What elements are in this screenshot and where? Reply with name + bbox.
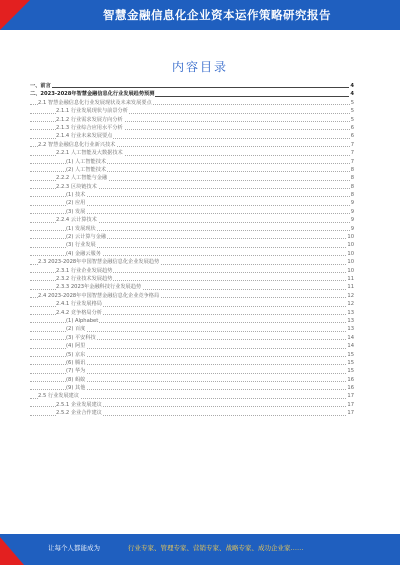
toc-entry-page: 13 — [347, 326, 354, 333]
toc-entry-page: 14 — [347, 343, 354, 350]
toc-entry[interactable] — [30, 275, 354, 283]
toc-entry-text: 2.1.1 行业发展现状与前景分析 — [56, 108, 128, 115]
toc-entry[interactable] — [30, 225, 354, 233]
toc-entry-page: 15 — [347, 351, 354, 358]
toc-entry-page: 10 — [347, 234, 354, 241]
toc-entry-text: 2.4 2023-2028年中国智慧金融信息化企业竞争格局 — [38, 292, 160, 299]
toc-entry-text: 2.5.1 企业发展建议 — [56, 401, 102, 408]
header-red-triangle — [0, 0, 30, 30]
toc-entry[interactable] — [30, 283, 354, 291]
toc-entry[interactable] — [30, 233, 354, 241]
toc-entry[interactable] — [30, 124, 354, 132]
toc-entry[interactable] — [30, 267, 354, 275]
toc-entry-page: 10 — [347, 259, 354, 266]
report-header — [0, 0, 400, 30]
toc-entry-page: 7 — [350, 158, 354, 165]
toc-entry-text: (1) 技术 — [66, 192, 86, 199]
toc-entry-text: (1) 发展现状 — [66, 225, 96, 232]
toc-entry[interactable] — [30, 199, 354, 207]
toc-entry-page: 9 — [350, 200, 354, 207]
footer-slogan-left: 让每个人都能成为 — [48, 544, 100, 552]
toc-entry-text: 2.2.4 云计算技术 — [56, 217, 97, 224]
toc-entry-text: (6) 腾讯 — [66, 359, 86, 366]
toc-entry-text: 2.2.2 人工智能与金融 — [56, 175, 108, 182]
toc-entry-text: 2.3.2 行业技术发展趋势 — [56, 275, 113, 282]
table-of-contents — [30, 82, 354, 418]
toc-entry-text: 2.3.3 2023年金融科技行业发展趋势 — [56, 284, 142, 291]
toc-entry[interactable] — [30, 334, 354, 342]
toc-entry-page: 16 — [347, 376, 354, 383]
toc-entry-text: (5) 京东 — [66, 351, 86, 358]
toc-entry-text: (2) 人工智能技术 — [66, 166, 107, 173]
toc-entry-text: 2.2.3 区块链技术 — [56, 183, 97, 190]
toc-entry-page: 12 — [347, 301, 354, 308]
toc-entry[interactable] — [30, 82, 354, 90]
toc-entry-page: 10 — [347, 267, 354, 274]
toc-leader-dots — [30, 87, 350, 88]
toc-entry[interactable] — [30, 258, 354, 266]
toc-entry-page: 9 — [350, 208, 354, 215]
toc-entry[interactable] — [30, 90, 354, 98]
toc-entry-text: (9) 其他 — [66, 385, 86, 392]
toc-entry-page: 17 — [347, 393, 354, 400]
toc-entry-page: 8 — [350, 183, 354, 190]
toc-entry-page: 4 — [350, 83, 354, 89]
toc-entry-page: 5 — [350, 108, 354, 115]
toc-entry[interactable] — [30, 292, 354, 300]
toc-entry-text: 2.5 行业发展建议 — [38, 393, 80, 400]
toc-entry[interactable] — [30, 216, 354, 224]
toc-entry-text: 2.5.2 企业合作建议 — [56, 410, 102, 417]
toc-entry-page: 9 — [350, 225, 354, 232]
toc-entry-text: (2) 百度 — [66, 326, 86, 333]
toc-entry-text: 2.1.3 行业综合应用水平分析 — [56, 124, 123, 131]
toc-entry-text: (8) 蚂蚁 — [66, 376, 86, 383]
toc-entry-page: 7 — [350, 141, 354, 148]
toc-entry-page: 5 — [350, 99, 354, 106]
toc-entry[interactable] — [30, 132, 354, 140]
toc-entry-page: 15 — [347, 359, 354, 366]
toc-entry-page: 11 — [347, 284, 354, 291]
toc-entry[interactable] — [30, 250, 354, 258]
toc-entry-text: 2.4.2 竞争格局分析 — [56, 309, 102, 316]
toc-entry-page: 11 — [347, 275, 354, 282]
toc-entry-page: 10 — [347, 242, 354, 249]
toc-entry[interactable] — [30, 342, 354, 350]
toc-entry-text: (2) 云计算与金融 — [66, 234, 107, 241]
toc-entry-text: 2.2.1 人工智能及大数据技术 — [56, 150, 123, 157]
toc-entry-text: 2.1.2 行业需求发展方向分析 — [56, 116, 123, 123]
toc-entry[interactable] — [30, 351, 354, 359]
toc-entry[interactable] — [30, 401, 354, 409]
toc-entry-text: (7) 华为 — [66, 368, 86, 375]
toc-entry-page: 5 — [350, 116, 354, 123]
toc-entry-page: 17 — [347, 410, 354, 417]
toc-entry[interactable] — [30, 149, 354, 157]
report-footer — [0, 534, 400, 565]
toc-entry[interactable] — [30, 141, 354, 149]
toc-entry[interactable] — [30, 107, 354, 115]
toc-entry[interactable] — [30, 359, 354, 367]
toc-entry[interactable] — [30, 174, 354, 182]
toc-entry-text: 2.1.4 行业未来发展要点 — [56, 133, 113, 140]
toc-entry-text: (2) 应用 — [66, 200, 86, 207]
toc-entry-page: 10 — [347, 250, 354, 257]
toc-entry[interactable] — [30, 183, 354, 191]
toc-entry-page: 4 — [350, 91, 354, 98]
toc-entry[interactable] — [30, 376, 354, 384]
toc-entry-text: (1) 人工智能技术 — [66, 158, 107, 165]
toc-entry[interactable] — [30, 317, 354, 325]
toc-entry[interactable] — [30, 158, 354, 166]
toc-entry[interactable] — [30, 309, 354, 317]
footer-slogan-right: 行业专家、管理专家、营销专家、战略专家、成功企业家…… — [128, 544, 304, 552]
toc-entry-text: 2.3.1 行业企业发展趋势 — [56, 267, 113, 274]
report-title: 智慧金融信息化企业资本运作策略研究报告 — [103, 8, 331, 22]
toc-entry-text: (3) 行业发展 — [66, 242, 96, 249]
toc-entry-text: 一、前言 — [30, 83, 51, 89]
toc-entry-page: 8 — [350, 175, 354, 182]
toc-entry-text: 二、2023-2028年智慧金融信息化行业发展趋势预测 — [30, 91, 155, 98]
toc-entry-text: 2.4.1 行业发展格局 — [56, 301, 102, 308]
toc-entry-page: 8 — [350, 192, 354, 199]
toc-entry[interactable] — [30, 384, 354, 392]
toc-entry[interactable] — [30, 116, 354, 124]
toc-entry-page: 16 — [347, 385, 354, 392]
toc-entry-page: 14 — [347, 334, 354, 341]
toc-entry[interactable] — [30, 392, 354, 400]
toc-entry-page: 6 — [350, 124, 354, 131]
toc-entry[interactable] — [30, 367, 354, 375]
toc-entry-page: 12 — [347, 292, 354, 299]
toc-entry[interactable] — [30, 208, 354, 216]
toc-entry-page: 6 — [350, 133, 354, 140]
toc-entry[interactable] — [30, 409, 354, 417]
toc-entry[interactable] — [30, 325, 354, 333]
toc-entry-text: (1) Alphabet — [66, 317, 99, 324]
toc-entry-text: (3) 平安科技 — [66, 334, 96, 341]
toc-entry-page: 17 — [347, 401, 354, 408]
toc-entry-page: 13 — [347, 317, 354, 324]
toc-entry-page: 8 — [350, 166, 354, 173]
toc-title: 内容目录 — [171, 60, 228, 74]
toc-entry[interactable] — [30, 191, 354, 199]
toc-entry-page: 15 — [347, 368, 354, 375]
toc-entry[interactable] — [30, 99, 354, 107]
toc-entry-text: 2.2 智慧金融信息化行业新兴技术 — [38, 141, 116, 148]
footer-red-triangle — [0, 537, 24, 565]
toc-entry[interactable] — [30, 166, 354, 174]
toc-entry-text: (4) 金融云服务 — [66, 250, 101, 257]
toc-entry-text: (3) 发展 — [66, 208, 86, 215]
toc-entry-page: 9 — [350, 217, 354, 224]
toc-entry-page: 13 — [347, 309, 354, 316]
toc-entry-page: 7 — [350, 150, 354, 157]
toc-entry-text: 2.1 智慧金融信息化行业发展现状及未来发展要点 — [38, 99, 152, 106]
toc-entry-text: (4) 阿里 — [66, 343, 86, 350]
toc-entry[interactable] — [30, 241, 354, 249]
toc-entry[interactable] — [30, 300, 354, 308]
toc-entry-text: 2.3 2023-2028年中国智慧金融信息化企业发展趋势 — [38, 259, 160, 266]
